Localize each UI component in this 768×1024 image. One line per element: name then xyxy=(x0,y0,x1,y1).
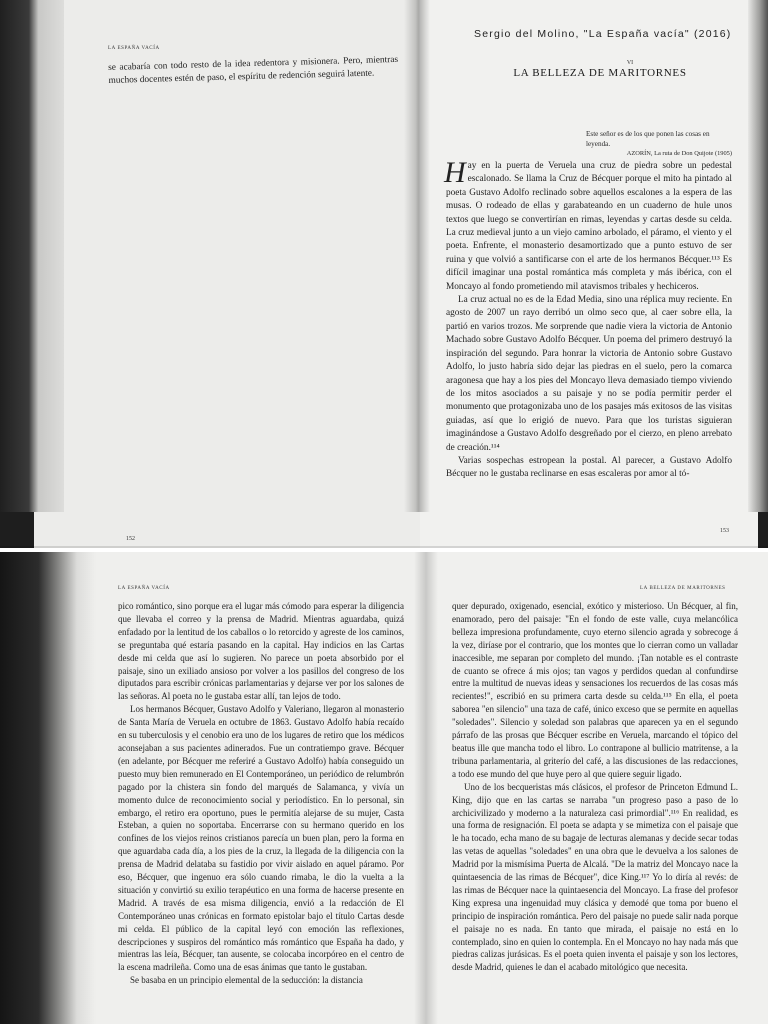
page-number: 152 xyxy=(126,536,135,542)
paragraph: se acabaría con todo resto de la idea redentora y misionera. Pero, mientras muchos docentes estén de paso, el espíritu de redención seguirá latente. xyxy=(108,54,399,87)
paragraph: quer depurado, oxigenado, esencial, exótico y misterioso. Un Bécquer, al fin, enamorado, pero del paisaje: "En el fondo de este valle, cuya melancólica belleza impresiona profundamente, cuyo eterno silencio agrada y sobrecoge á la vez, diríase por el contrario, que los montes que lo cierran como un valladar inaccesible, me separan por completo del mundo. ¡Tan notable es el contraste de cuanto se ofrece á mis ojos; tan vagos y perdidos quedan al confundirse entre la multitud de nuevas ideas y sensaciones los recuerdos de las cosas más recientes!", escribió en su primera carta desde su celda.¹¹⁵ En ella, el poeta saborea "en silencio" una taza de café, único exceso que se permite en aquellas "soledades". Silencio y soledad son palabras que aparecen ya en el segundo párrafo de las prosas que Bécquer escribe en Veruela, marcando el tópico del beatus ille que mancha todo el libro. Lo contrapone al bullicio matritense, a la tribuna parlamentaria, al griterío del café, a las discusiones de las redacciones, a todo ese mundo del que huye pero al que quiere seguir ligado. xyxy=(452,601,738,779)
book-gutter xyxy=(414,552,438,1024)
chapter-number: VI xyxy=(626,60,634,66)
page-edge-shadow xyxy=(0,0,64,512)
paragraph: Uno de los becqueristas más clásicos, el profesor de Princeton Edmund L. King, dijo que en las cartas se narraba "un progreso paso a paso de lo archicivilizado y moderno a la naturaleza casi primordial".¹¹⁶ En realidad, es una forma de resignación. El poeta se adapta y se mimetiza con el paisaje que le ha tocado, echa mano de su bagaje de lecturas alemanas y decide secar todas las vetas de aquellas "soledades" en una obra que le devuelva a los salones de Madrid por la mismísima Puerta de Alcalá. "De la matriz del Moncayo nace la quintaesencia de las rimas de Bécquer", dice King.¹¹⁷ Yo lo diría al revés: de las rimas de Bécquer nace la quintaesencia del Moncayo. La frase del profesor King expresa una ingenuidad muy clásica y demodé que toma por bueno el principio de inspiración romántica. Pero del paisaje no puede salir nada porque el paisaje no es nada. En tanto que mirada, el paisaje no está en lo contemplado, sino en quien lo contempla. En el Moncayo no hay nada más que piedras calizas jurásicas. Es el poeta quien inventa el paisaje y son los lectores, desde Madrid, quienes le dan el acabado mitológico que necesita. xyxy=(452,781,738,973)
chapter-title: LA BELLEZA DE MARITORNES xyxy=(513,67,687,79)
paragraph: Se basaba en un principio elemental de la seducción: la distancia xyxy=(130,975,363,986)
image-caption: Sergio del Molino, "La España vacía" (2016) xyxy=(474,28,732,40)
epigraph-text: Este señor es de los que ponen las cosas en leyenda. xyxy=(586,130,710,148)
left-page-text xyxy=(118,600,404,987)
page-edge-shadow xyxy=(748,0,768,512)
running-head: LA ESPAÑA VACÍA xyxy=(118,586,170,591)
epigraph-attribution: AZORÍN, La ruta de Don Quijote (1905) xyxy=(626,150,732,158)
drop-cap: H xyxy=(444,156,466,189)
paragraph: La cruz actual no es de la Edad Media, sino una réplica muy reciente. En agosto de 2007 un rayo derribó un olmo seco que, al caer sobre ella, la partió en varios trozos. Me sorprende que nadie viera la victoria de Antonio Machado sobre Gustavo Adolfo Bécquer. Un poema del primero destruyó la inspiración del segundo. Para honrar la victoria de Antonio sobre Gustavo Adolfo, lo justo habría sido dejar las piedras en el suelo, pero la comarca aragonesa que hay a los pies del Moncayo lleva demasiado tiempo viviendo de los mitos asociados a su paisaje y no se podía permitir perder el monumento que protagonizaba uno de los pasajes más exitosos de las visitas guiadas, así que lo erigió de nuevo. Para que los turistas siguieran imaginándose a Gustavo Adolfo desgreñado por el cierzo, en pleno arrebato de creación.¹¹⁴ xyxy=(446,295,732,453)
paragraph-text: ay en la puerta de Veruela una cruz de piedra sobre un pedestal escalonado. Se llama la Cruz de Bécquer porque el mito ha pintado al poeta Gustavo Adolfo reclinado sobre aquellos escalones a la espera de las musas. O rodeado de ellas y garabateando en un cuaderno de hule unos textos que luego se convertirían en rimas, leyendas y cartas desde su celda. La cruz medieval junto a un viejo camino arbolado, el páramo, el viento y el poeta. Enfrente, el monasterio desamortizado que a punto estuvo de ser ruina y que volvió a santificarse con el arte de los hermanos Bécquer.¹¹³ Es difícil imaginar una postal romántica más completa y más ibérica, con el Moncayo al fondo prometiendo mil atavismos tribales y hechiceros. xyxy=(446,161,732,292)
running-head: LA ESPAÑA VACÍA xyxy=(108,46,160,51)
bottom-book-spread xyxy=(0,552,768,1024)
book-gutter xyxy=(404,0,430,512)
epigraph xyxy=(586,130,732,159)
right-page-text xyxy=(444,156,732,482)
paragraph: pico romántico, sino porque era el lugar más cómodo para esperar la diligencia que llevaba el correo y la prensa de Madrid. Mientras aguardaba, quizá enfadado por la lentitud de los caballos o lo retorcido y agreste de los caminos, se preguntaba qué estaría pasando en la capital. Hay indicios en las Cartas desde mi celda que así lo sugieren. No parece un poeta absorbido por el paisaje, sino un exiliado ansioso por volver a los pasillos del congreso de los diputados para escribir crónicas parlamentarias y dejarse ver por los salones de las señoras. Al poeta no le gustaba estar allí, tan lejos de todo. xyxy=(118,601,404,702)
page-edge-shadow xyxy=(0,552,96,1024)
paragraph: Los hermanos Bécquer, Gustavo Adolfo y Valeriano, llegaron al monasterio de Santa María de Veruela en octubre de 1863. Gustavo Adolfo había recaído en su tuberculosis y el cenobio era uno de los lugares de retiro que los médicos aconsejaban a sus pacientes adinerados. Fue un contratiempo grave. Bécquer (en adelante, por Bécquer me referiré a Gustavo Adolfo) había conseguido un puesto muy bien remunerado en El Contemporáneo, un periódico de relumbrón pagado por la chistera sin fondo del marqués de Salamanca, y vivía un momento dulce de reconocimiento social y periodístico. En lo personal, sin embargo, el retiro era oportuno, pues le permitía alejarse de su mujer, Casta Esteban, a quien no soportaba. Encerrarse con su hermano querido en los confines de los viejos reinos cristianos parecía un buen plan, pero la forma en que aguardaba cada día, a los pies de la cruz, la llegada de la diligencia con la prensa de Madrid delataba su fastidio por vivir aislado en aquel páramo. Por eso, Bécquer, que ingenuo era sólo cuando rimaba, le dio la vuelta a la situación y convirtió su exilio terapéutico en una forma de hacerse presente en Madrid. A través de esa misma diligencia, envió a la redacción de El Contemporáneo unas crónicas en formato epistolar bajo el título Cartas desde mi celda. El público de la capital leyó con emoción las reflexiones, descripciones y suspiros del romántico más romántico que España ha dado, y mientras las leía, Bécquer, tan ausente, se colocaba incorpóreo en el centro de la escena madrileña. Como una de esas ánimas que tanto le gustaban. xyxy=(118,704,404,973)
paragraph: Varias sospechas estropean la postal. Al parecer, a Gustavo Adolfo Bécquer no le gustaba reclinarse en esas escaleras por amor al tó- xyxy=(446,455,732,480)
page-number: 153 xyxy=(720,528,729,534)
paragraph xyxy=(444,156,732,294)
running-head: LA BELLEZA DE MARITORNES xyxy=(640,586,726,591)
right-page-text xyxy=(452,600,738,974)
